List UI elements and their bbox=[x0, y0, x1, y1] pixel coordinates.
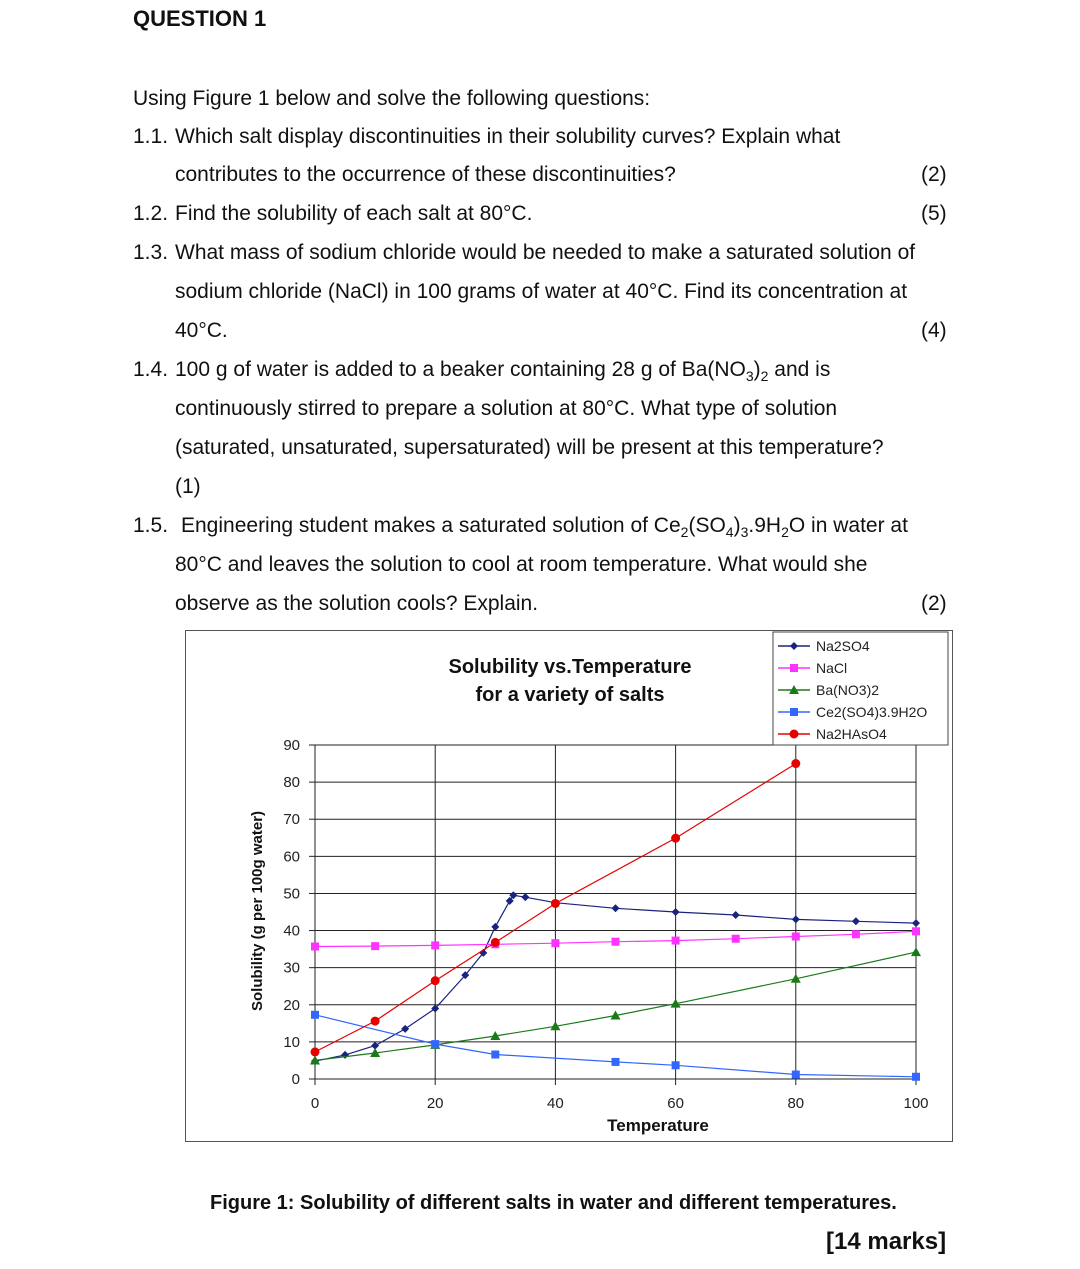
legend-label: NaCl bbox=[816, 660, 848, 676]
q1-1-line2: contributes to the occurrence of these discontinuities? bbox=[175, 163, 676, 186]
data-point-nacl bbox=[852, 930, 860, 938]
legend-label: Ce2(SO4)3.9H2O bbox=[816, 704, 928, 720]
q1-3-number: 1.3. bbox=[133, 241, 169, 264]
legend-swatch-marker bbox=[790, 664, 798, 672]
data-point-na2haso4 bbox=[371, 1017, 380, 1026]
data-point-na2haso4 bbox=[551, 899, 560, 908]
data-point-ce2-so4-3-9h2o bbox=[612, 1058, 620, 1066]
data-point-na2so4 bbox=[401, 1025, 409, 1033]
data-point-nacl bbox=[672, 937, 680, 945]
y-tick-label: 20 bbox=[283, 996, 300, 1014]
data-point-na2so4 bbox=[491, 923, 499, 931]
q1-5-line1: Engineering student makes a saturated solution of $Ce_2(SO_4)_3.9H_2O$ in water at bbox=[181, 514, 908, 541]
data-point-nacl bbox=[732, 935, 740, 943]
q1-5-line2: 80°C and leaves the solution to cool at room temperature. What would she bbox=[175, 553, 868, 576]
data-point-na2haso4 bbox=[311, 1047, 320, 1056]
data-point-ce2-so4-3-9h2o bbox=[912, 1073, 920, 1081]
chart-legend bbox=[773, 632, 948, 745]
data-point-na2haso4 bbox=[671, 834, 680, 843]
q1-3-line2: sodium chloride (NaCl) in 100 grams of water at 40°C. Find its concentration at bbox=[175, 280, 908, 303]
x-tick-label: 0 bbox=[310, 1095, 320, 1112]
q1-5-number: 1.5. bbox=[133, 514, 169, 537]
data-point-na2haso4 bbox=[431, 976, 440, 985]
q1-4-line2: continuously stirred to prepare a solution at 80°C. What type of solution bbox=[175, 397, 838, 420]
q1-4-number: 1.4. bbox=[133, 358, 169, 381]
legend-label: Na2HAsO4 bbox=[816, 726, 887, 742]
x-tick-label: 40 bbox=[547, 1095, 564, 1112]
legend-swatch-marker bbox=[790, 730, 799, 739]
data-point-na2so4 bbox=[732, 911, 740, 919]
data-point-na2so4 bbox=[672, 908, 680, 916]
legend-label: Na2SO4 bbox=[816, 638, 870, 654]
y-tick-label: 50 bbox=[283, 885, 300, 903]
q1-4-line3: (saturated, unsaturated, supersaturated) will be present at this temperature? bbox=[175, 436, 884, 459]
q1-1-number: 1.1. bbox=[133, 125, 169, 148]
q1-2-line1: Find the solubility of each salt at 80°C. bbox=[175, 202, 533, 225]
y-axis-label: Solubility (g per 100g water) bbox=[249, 810, 266, 1012]
data-point-na2haso4 bbox=[491, 938, 500, 947]
data-point-na2so4 bbox=[521, 893, 529, 901]
y-tick-label: 80 bbox=[283, 774, 300, 792]
q1-5-line3: observe as the solution cools? Explain. bbox=[175, 592, 539, 615]
data-point-na2so4 bbox=[341, 1051, 349, 1059]
q1-2-marks: (5) bbox=[921, 202, 947, 225]
q1-2-number: 1.2. bbox=[133, 202, 169, 225]
x-axis-label: Temperature bbox=[607, 1116, 709, 1135]
q1-3-line3: 40°C. bbox=[175, 319, 228, 342]
q1-3-marks: (4) bbox=[921, 319, 947, 342]
data-point-nacl bbox=[792, 932, 800, 940]
q1-4-marks: (1) bbox=[175, 475, 201, 498]
y-tick-label: 10 bbox=[283, 1033, 300, 1051]
data-point-na2so4 bbox=[792, 915, 800, 923]
data-point-ba-no3-2 bbox=[911, 947, 921, 956]
chart-title: Solubility vs.Temperature bbox=[448, 656, 692, 678]
data-point-ce2-so4-3-9h2o bbox=[792, 1071, 800, 1079]
figure-caption: Figure 1: Solubility of different salts in water and different temperatures. bbox=[210, 1192, 897, 1214]
data-point-na2so4 bbox=[912, 919, 920, 927]
total-marks: [14 marks] bbox=[826, 1228, 947, 1255]
solubility-chart bbox=[186, 631, 952, 1141]
data-point-nacl bbox=[311, 943, 319, 951]
data-point-ce2-so4-3-9h2o bbox=[311, 1011, 319, 1019]
y-tick-label: 40 bbox=[283, 922, 300, 940]
data-point-na2so4 bbox=[612, 904, 620, 912]
y-tick-label: 70 bbox=[283, 811, 300, 829]
solubility-chart-frame bbox=[185, 630, 953, 1142]
q1-3-line1: What mass of sodium chloride would be needed to make a saturated solution of bbox=[175, 241, 916, 264]
intro-text: Using Figure 1 below and solve the following questions: bbox=[133, 87, 651, 110]
y-tick-label: 60 bbox=[283, 848, 300, 866]
data-point-na2so4 bbox=[852, 917, 860, 925]
y-tick-label: 90 bbox=[283, 737, 300, 754]
x-tick-label: 100 bbox=[903, 1095, 929, 1112]
q1-1-marks: (2) bbox=[921, 163, 947, 186]
x-tick-label: 80 bbox=[787, 1095, 805, 1112]
q1-1-line1: Which salt display discontinuities in their solubility curves? Explain what bbox=[175, 125, 841, 148]
series-line-ba-no3-2 bbox=[315, 952, 916, 1060]
y-tick-label: 0 bbox=[291, 1071, 300, 1088]
data-point-nacl bbox=[431, 941, 439, 949]
y-tick-label: 30 bbox=[283, 959, 300, 977]
legend-label: Ba(NO3)2 bbox=[816, 682, 880, 698]
data-point-nacl bbox=[551, 939, 559, 947]
data-point-ce2-so4-3-9h2o bbox=[431, 1040, 439, 1048]
data-point-nacl bbox=[371, 942, 379, 950]
legend-swatch-marker bbox=[790, 708, 798, 716]
data-point-nacl bbox=[612, 938, 620, 946]
data-point-nacl bbox=[912, 927, 920, 935]
q1-4-line1: 100 g of water is added to a beaker containing 28 g of $Ba(NO_3)_2$ and is bbox=[175, 358, 831, 385]
data-point-ce2-so4-3-9h2o bbox=[672, 1061, 680, 1069]
question-heading: QUESTION 1 bbox=[133, 6, 267, 31]
x-tick-label: 60 bbox=[667, 1095, 684, 1112]
chart-subtitle: for a variety of salts bbox=[475, 684, 665, 706]
data-point-ce2-so4-3-9h2o bbox=[491, 1051, 499, 1059]
x-tick-label: 20 bbox=[426, 1095, 444, 1112]
q1-5-marks: (2) bbox=[921, 592, 947, 615]
data-point-na2haso4 bbox=[791, 759, 800, 768]
series-line-ce2-so4-3-9h2o bbox=[315, 1015, 916, 1077]
